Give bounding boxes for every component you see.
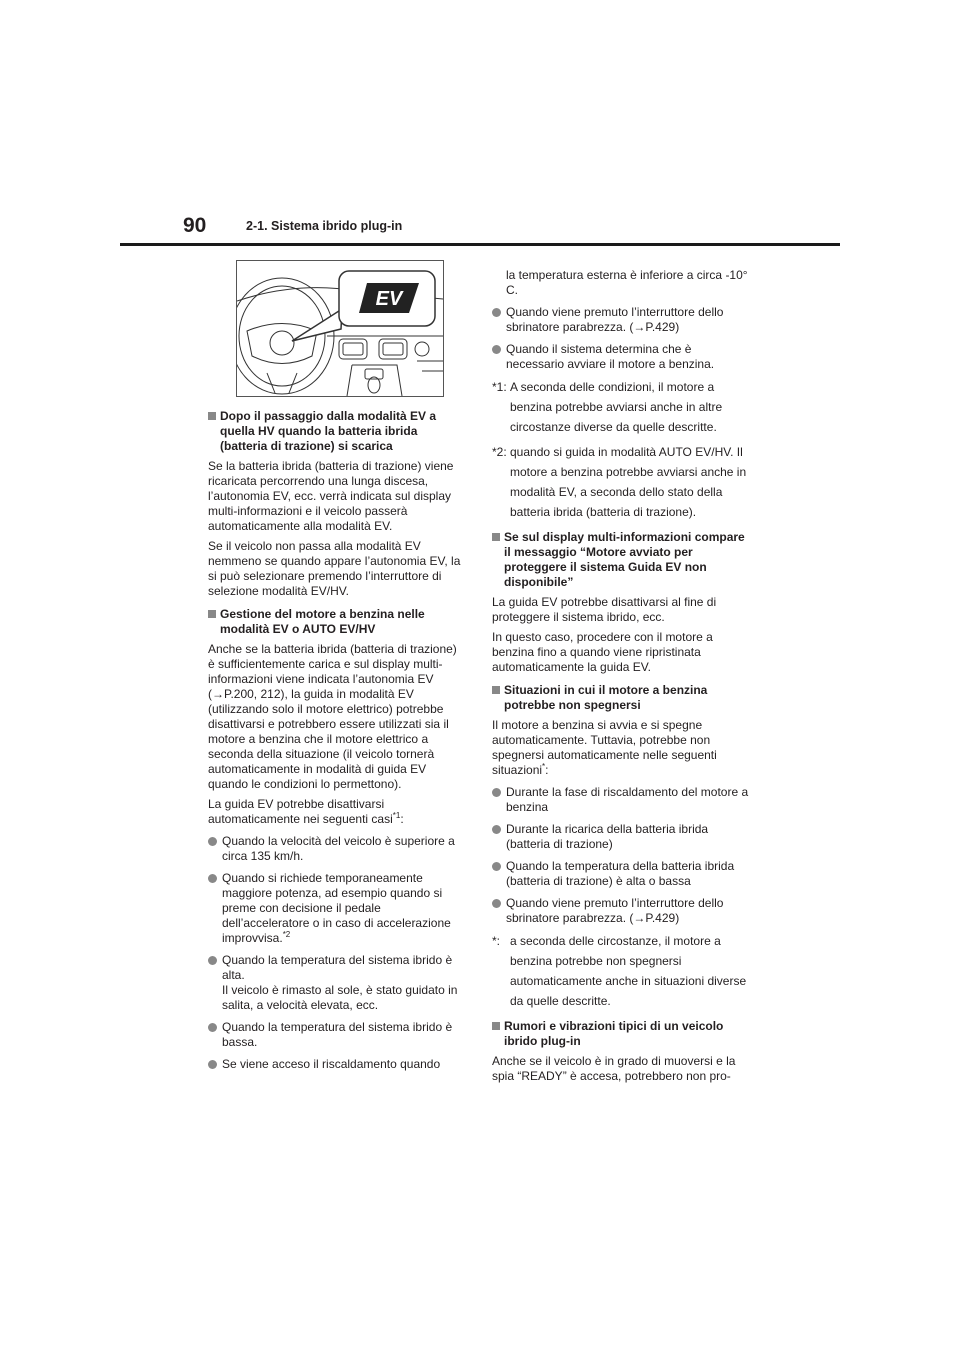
round-bullet-icon xyxy=(492,822,506,852)
heading-message: Se sul display multi-informazioni compare il messaggio “Motore avviato per proteggere il sistema Guida EV non disponibile” xyxy=(492,530,750,590)
round-bullet-icon xyxy=(208,1020,222,1050)
round-bullet-icon xyxy=(208,834,222,864)
list-item: Durante la fase di riscaldamento del motore a benzina xyxy=(492,785,750,815)
list-item: Durante la ricarica della batteria ibrida (batteria di trazione) xyxy=(492,822,750,852)
paragraph: Anche se il veicolo è in grado di muoversi e la spia “READY” è accesa, potrebbero non pro- xyxy=(492,1054,736,1083)
list-item: Quando il sistema determina che è necessario avviare il motore a benzina. xyxy=(492,342,750,372)
list-item: Quando la temperatura del sistema ibrido è alta. Il veicolo è rimasto al sole, è stato guidato in salita, a velocità elevata, ecc. xyxy=(208,953,466,1013)
footnote: *2: quando si guida in modalità AUTO EV/HV. Il motore a benzina potrebbe avviarsi anche in modalità EV, a seconda dello stato della batteria ibrida (batteria di trazione). xyxy=(492,445,747,519)
heading-noise-vibration: Rumori e vibrazioni tipici di un veicolo ibrido plug-in xyxy=(492,1019,750,1049)
ev-indicator-label: EV xyxy=(375,288,403,310)
page-number: 90 xyxy=(183,214,207,237)
heading-engine-not-stopping: Situazioni in cui il motore a benzina potrebbe non spegnersi xyxy=(492,683,750,713)
square-bullet-icon xyxy=(492,1019,504,1049)
round-bullet-icon xyxy=(492,896,506,926)
paragraph: Il motore a benzina si avvia e si spegne automaticamente. Tuttavia, potrebbe non spegnersi automaticamente nelle seguenti situazioni*: xyxy=(492,718,717,777)
right-column xyxy=(492,268,750,1084)
paragraph: Se la batteria ibrida (batteria di trazione) viene ricaricata percorrendo una lunga discesa, l’autonomia EV, ecc. verrà indicata sul display multi-informazioni e il veicolo passerà automaticamente alla modalità EV. xyxy=(208,459,454,533)
list-item: Quando viene premuto l’interruttore dello sbrinatore parabrezza. (→P.429) xyxy=(492,896,750,926)
list-item: Quando la temperatura della batteria ibrida (batteria di trazione) è alta o bassa xyxy=(492,859,750,889)
list-item: Quando viene premuto l’interruttore dello sbrinatore parabrezza. (→P.429) xyxy=(492,305,750,335)
list-item: Quando la temperatura del sistema ibrido è bassa. xyxy=(208,1020,466,1050)
round-bullet-icon xyxy=(208,1057,222,1073)
round-bullet-icon xyxy=(208,871,222,946)
square-bullet-icon xyxy=(492,530,504,590)
round-bullet-icon xyxy=(492,785,506,815)
left-column xyxy=(208,403,466,1073)
square-bullet-icon xyxy=(208,607,220,637)
paragraph: La guida EV potrebbe disattivarsi automaticamente nei seguenti casi$^{*1}$: xyxy=(208,797,404,826)
dashboard-drawing xyxy=(237,261,443,396)
square-bullet-icon xyxy=(208,409,220,454)
paragraph: Anche se la batteria ibrida (batteria di trazione) è sufficientemente carica e sul display multi-informazioni viene indicata l’autonomia EV (→P.200, 212), la guida in modalità EV (utilizzando solo il motore elettrico) potrebbe disattivarsi e potrebbero essere utilizzati sia il motore a benzina che il motore elettrico a seconda della situazione (il veicolo tornerà automaticamente in modalità di guida EV quando le condizioni lo permettono). xyxy=(208,642,457,791)
round-bullet-icon xyxy=(492,859,506,889)
list-item: Se viene acceso il riscaldamento quando xyxy=(208,1057,466,1073)
round-bullet-icon xyxy=(492,305,506,335)
header-rule xyxy=(120,243,840,246)
section-title: 2-1. Sistema ibrido plug-in xyxy=(246,219,403,233)
paragraph: In questo caso, procedere con il motore a benzina fino a quando viene ripristinata automaticamente la guida EV. xyxy=(492,630,713,674)
dashboard-illustration xyxy=(236,260,444,397)
list-item-continued: la temperatura esterna è inferiore a circa -10° C. xyxy=(506,268,748,297)
paragraph: La guida EV potrebbe disattivarsi al fine di proteggere il sistema ibrido, ecc. xyxy=(492,595,717,624)
square-bullet-icon xyxy=(492,683,504,713)
paragraph: Se il veicolo non passa alla modalità EV nemmeno se quando appare l’autonomia EV, la si può selezionare premendo l’interruttore di selezione modalità EV/HV. xyxy=(208,539,461,598)
list-item: Quando si richiede temporaneamente maggiore potenza, ad esempio quando si preme con decisione il pedale dell’acceleratore o in caso di accelerazione improvvisa.$^{*2}$ xyxy=(208,871,466,946)
heading-ev-to-hv: Dopo il passaggio dalla modalità EV a quella HV quando la batteria ibrida (batteria di trazione) si scarica xyxy=(208,409,466,454)
footnote: *: a seconda delle circostanze, il motore a benzina potrebbe non spegnersi automaticamente anche in situazioni diverse da quelle descritte. xyxy=(492,934,747,1008)
list-item: Quando la velocità del veicolo è superiore a circa 135 km/h. xyxy=(208,834,466,864)
footnote: *1: A seconda delle condizioni, il motore a benzina potrebbe avviarsi anche in altre circostanze diverse da quelle descritte. xyxy=(492,380,723,434)
round-bullet-icon xyxy=(208,953,222,1013)
heading-engine-management: Gestione del motore a benzina nelle modalità EV o AUTO EV/HV xyxy=(208,607,466,637)
round-bullet-icon xyxy=(492,342,506,372)
